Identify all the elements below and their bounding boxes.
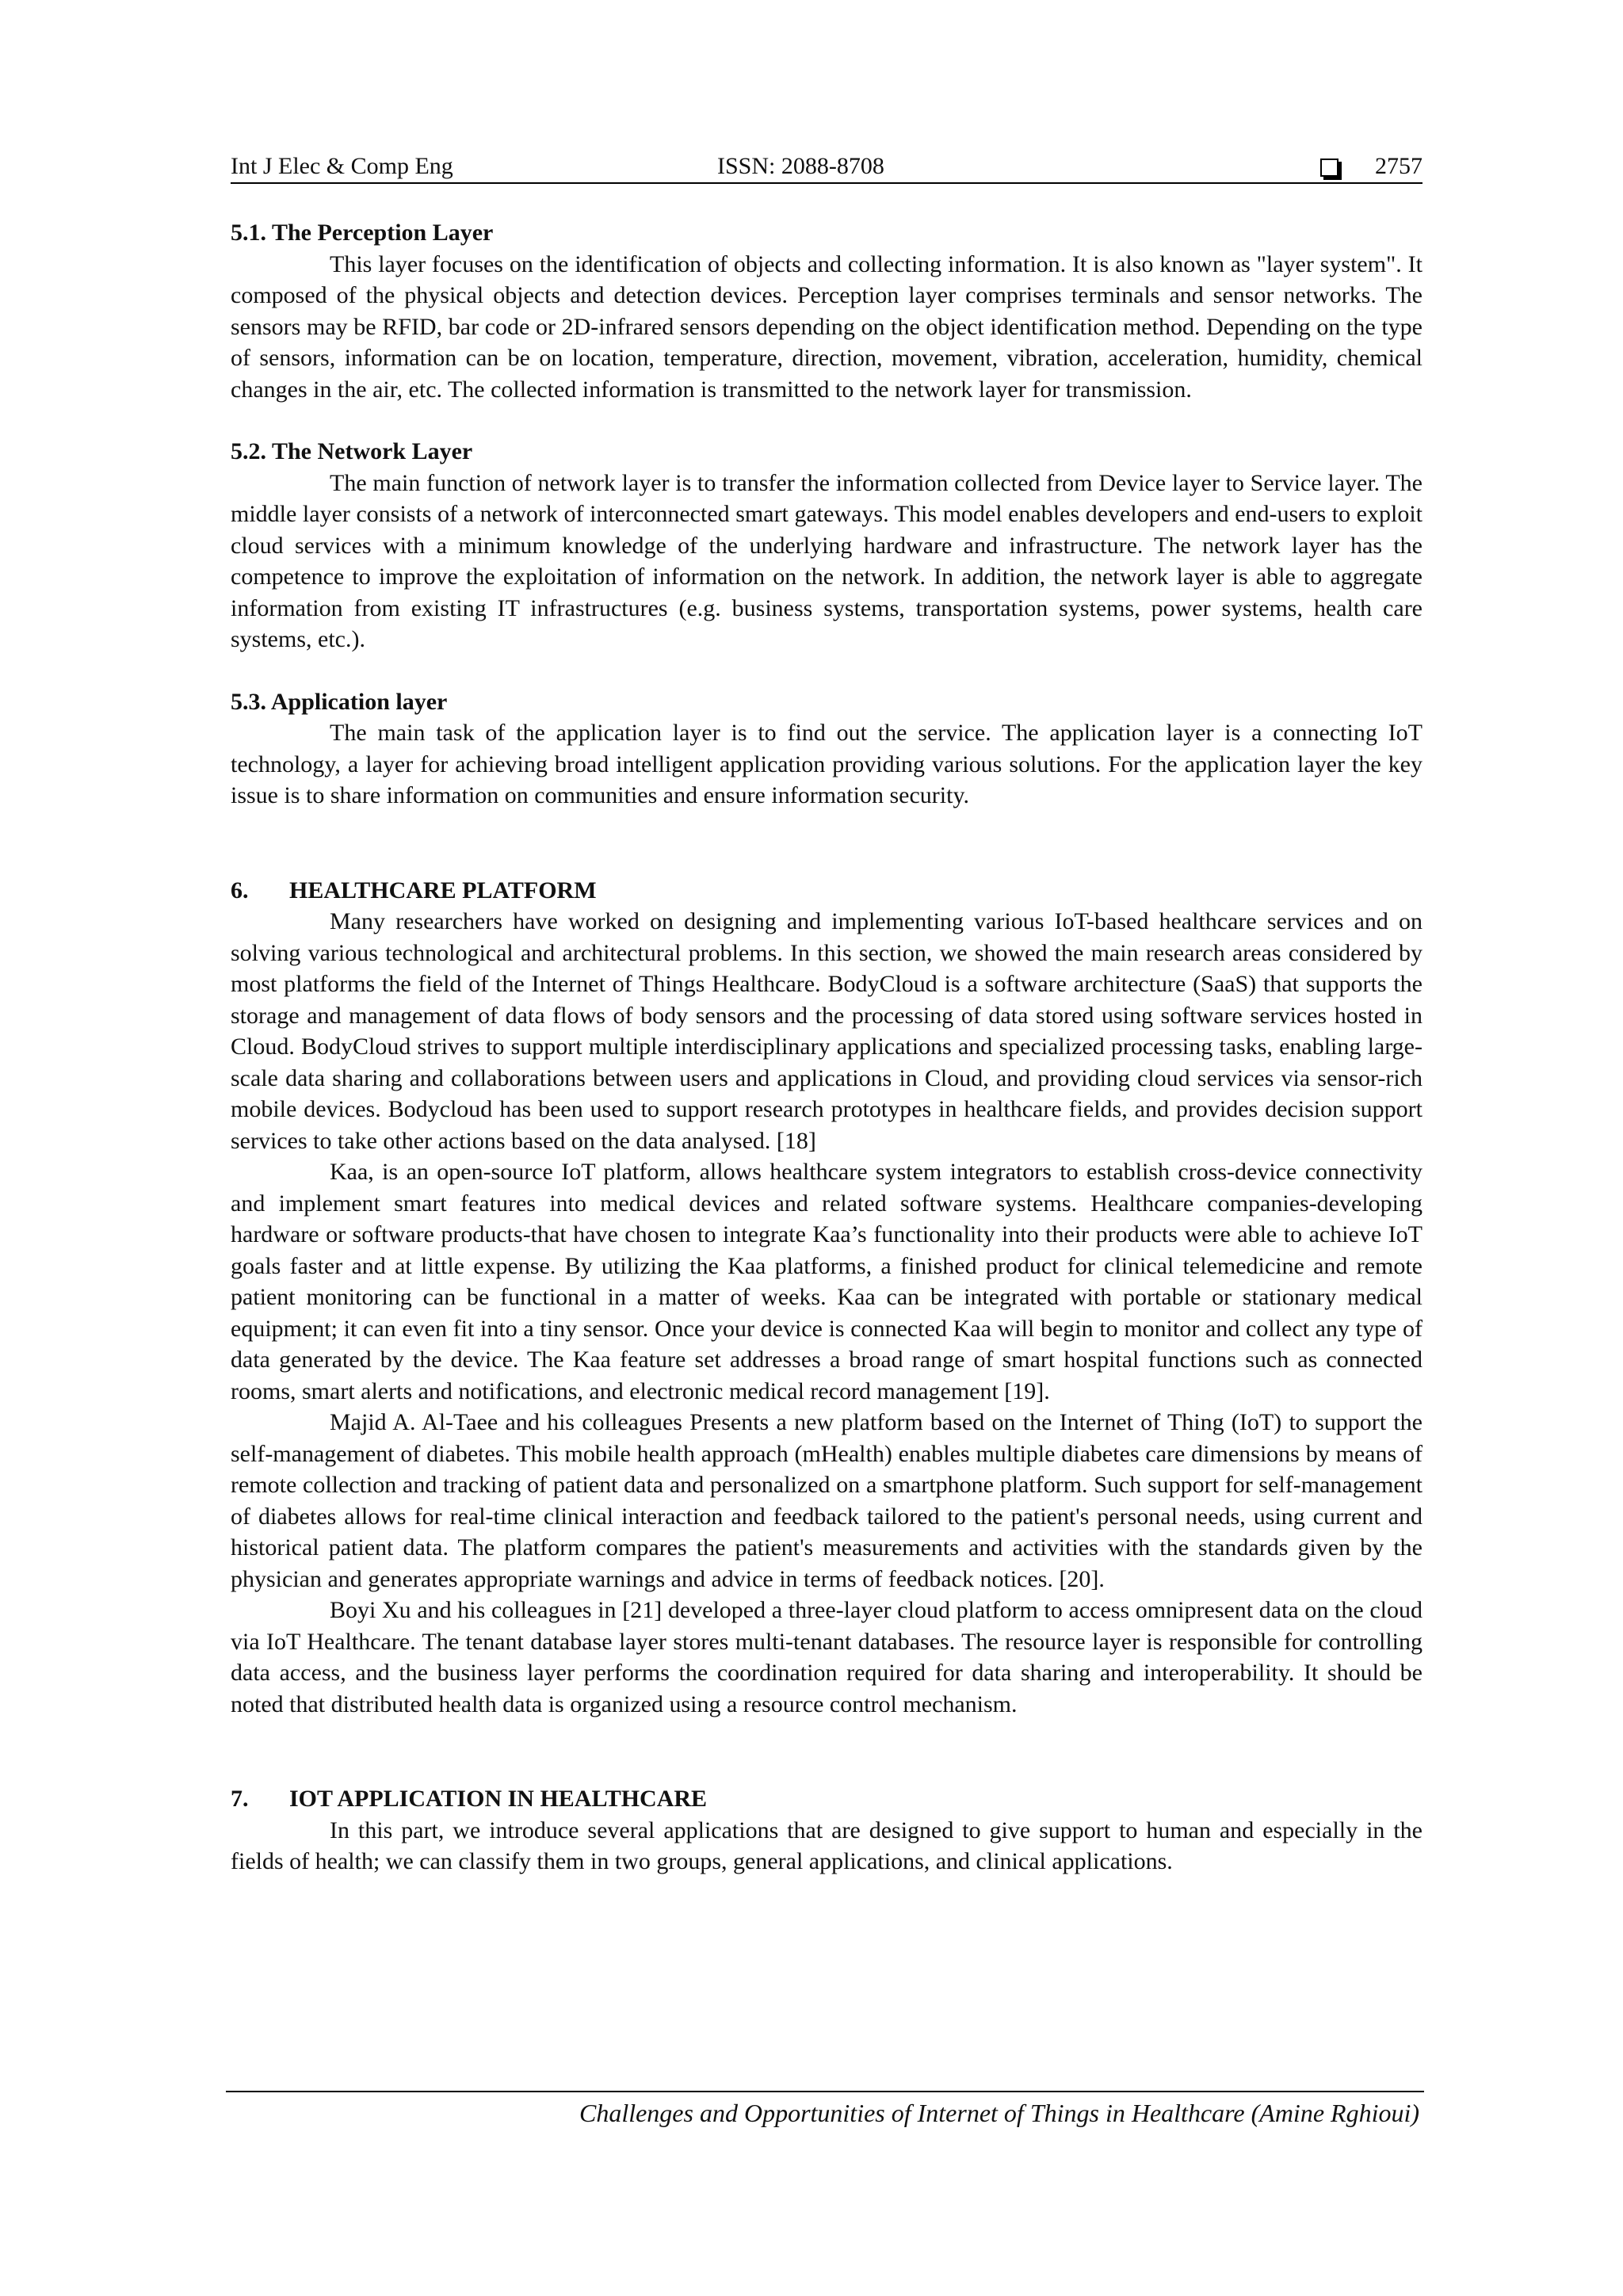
footer-title: Challenges and Opportunities of Internet of Things in Healthcare (Amine Rghioui) [579, 2099, 1419, 2127]
section-number: 6. [231, 877, 249, 904]
paragraph: The main task of the application layer is to find out the service. The application layer is a connecting IoT technology, a layer for achieving broad intelligent application providing various solutions. For the application layer the key issue is to share information on communities and ensure information security. [231, 720, 1423, 808]
paragraph: The main function of network layer is to transfer the information collected from Device layer to Service layer. The middle layer consists of a network of interconnected smart gateways. This model enables developers and end-users to exploit cloud services with a minimum knowledge of the underlying hardware and infrastructure. The network layer has the competence to improve the exploitation of information on the network. In addition, the network layer is able to aggregate information from existing IT infrastructures (e.g. business systems, transportation systems, power systems, health care systems, etc.). [231, 469, 1423, 652]
body-text [231, 217, 1423, 1878]
subsection-title-5-3: 5.3. Application layer [231, 688, 448, 715]
page [231, 151, 1423, 1878]
page-number: 2757 [1375, 153, 1423, 179]
paragraph: Kaa, is an open-source IoT platform, allows healthcare system integrators to establish cross-device connectivity and implement smart features into medical devices and related software systems. Healthcare companies-developing hardware or software products-that have chosen to integrate Kaa’s functionality into their products were able to achieve IoT goals faster and at little expense. By utilizing the Kaa platforms, a finished product for clinical telemedicine and remote patient monitoring can be functional in a matter of weeks. Kaa can be integrated with portable or stationary medical equipment; it can even fit into a tiny sensor. Once your device is connected Kaa will begin to monitor and collect any type of data generated by the device. The Kaa feature set addresses a broad range of smart hospital functions such as connected rooms, smart alerts and notifications, and electronic medical record management [19]. [231, 1159, 1423, 1404]
paragraph: Many researchers have worked on designing and implementing various IoT-based healthcare services and on solving various technological and architectural problems. In this section, we showed the main research areas considered by most platforms the field of the Internet of Things Healthcare. BodyCloud is a software architecture (SaaS) that supports the storage and management of data flows of body sensors and the processing of data stored using software services hosted in Cloud. BodyCloud strives to support multiple interdisciplinary applications and specialized processing tasks, enabling large-scale data sharing and collaborations between users and applications in Cloud, and providing cloud services via sensor-rich mobile devices. Bodycloud has been used to support research prototypes in healthcare fields, and provides decision support services to take other actions based on the data analysed. [18] [231, 908, 1423, 1154]
paragraph: In this part, we introduce several applications that are designed to give support to human and especially in the fields of health; we can classify them in two groups, general applications, and clinical applications. [231, 1817, 1423, 1874]
subsection-title-5-1: 5.1. The Perception Layer [231, 220, 494, 246]
paragraph: This layer focuses on the identification of objects and collecting information. It is also known as "layer system". It composed of the physical objects and detection devices. Perception layer comprises terminals and sensor networks. The sensors may be RFID, bar code or 2D-infrared sensors depending on the object identification method. Depending on the type of sensors, information can be on location, temperature, direction, movement, vibration, acceleration, humidity, chemical changes in the air, etc. The collected information is transmitted to the network layer for transmission. [231, 250, 1423, 403]
running-footer [226, 2091, 1424, 2128]
section-title: IOT APPLICATION IN HEALTHCARE [289, 1786, 708, 1812]
square-bullet-icon [1320, 159, 1338, 177]
journal-name: Int J Elec & Comp Eng [231, 153, 453, 179]
section-title: HEALTHCARE PLATFORM [289, 877, 597, 904]
section-number: 7. [231, 1786, 249, 1812]
paragraph: Boyi Xu and his colleagues in [21] developed a three-layer cloud platform to access omnipresent data on the cloud via IoT Healthcare. The tenant database layer stores multi-tenant databases. The resource layer is responsible for controlling data access, and the business layer performs the coordination required for data sharing and interoperability. It should be noted that distributed health data is organized using a resource control mechanism. [231, 1597, 1423, 1717]
running-header [231, 151, 1423, 184]
paragraph: Majid A. Al-Taee and his colleagues Presents a new platform based on the Internet of Thing (IoT) to support the self-management of diabetes. This mobile health approach (mHealth) enables multiple diabetes care dimensions by means of remote collection and tracking of patient data and personalized on a smartphone platform. Such support for self-management of diabetes allows for real-time clinical interaction and feedback tailored to the patient's personal needs, using current and historical patient data. The platform compares the patient's measurements and activities with the standards given by the physician and generates appropriate warnings and advice in terms of feedback notices. [20]. [231, 1409, 1423, 1592]
subsection-title-5-2: 5.2. The Network Layer [231, 438, 473, 464]
issn: ISSN: 2088-8708 [717, 153, 884, 179]
section-heading-6 [231, 875, 1423, 907]
section-heading-7 [231, 1783, 1423, 1815]
